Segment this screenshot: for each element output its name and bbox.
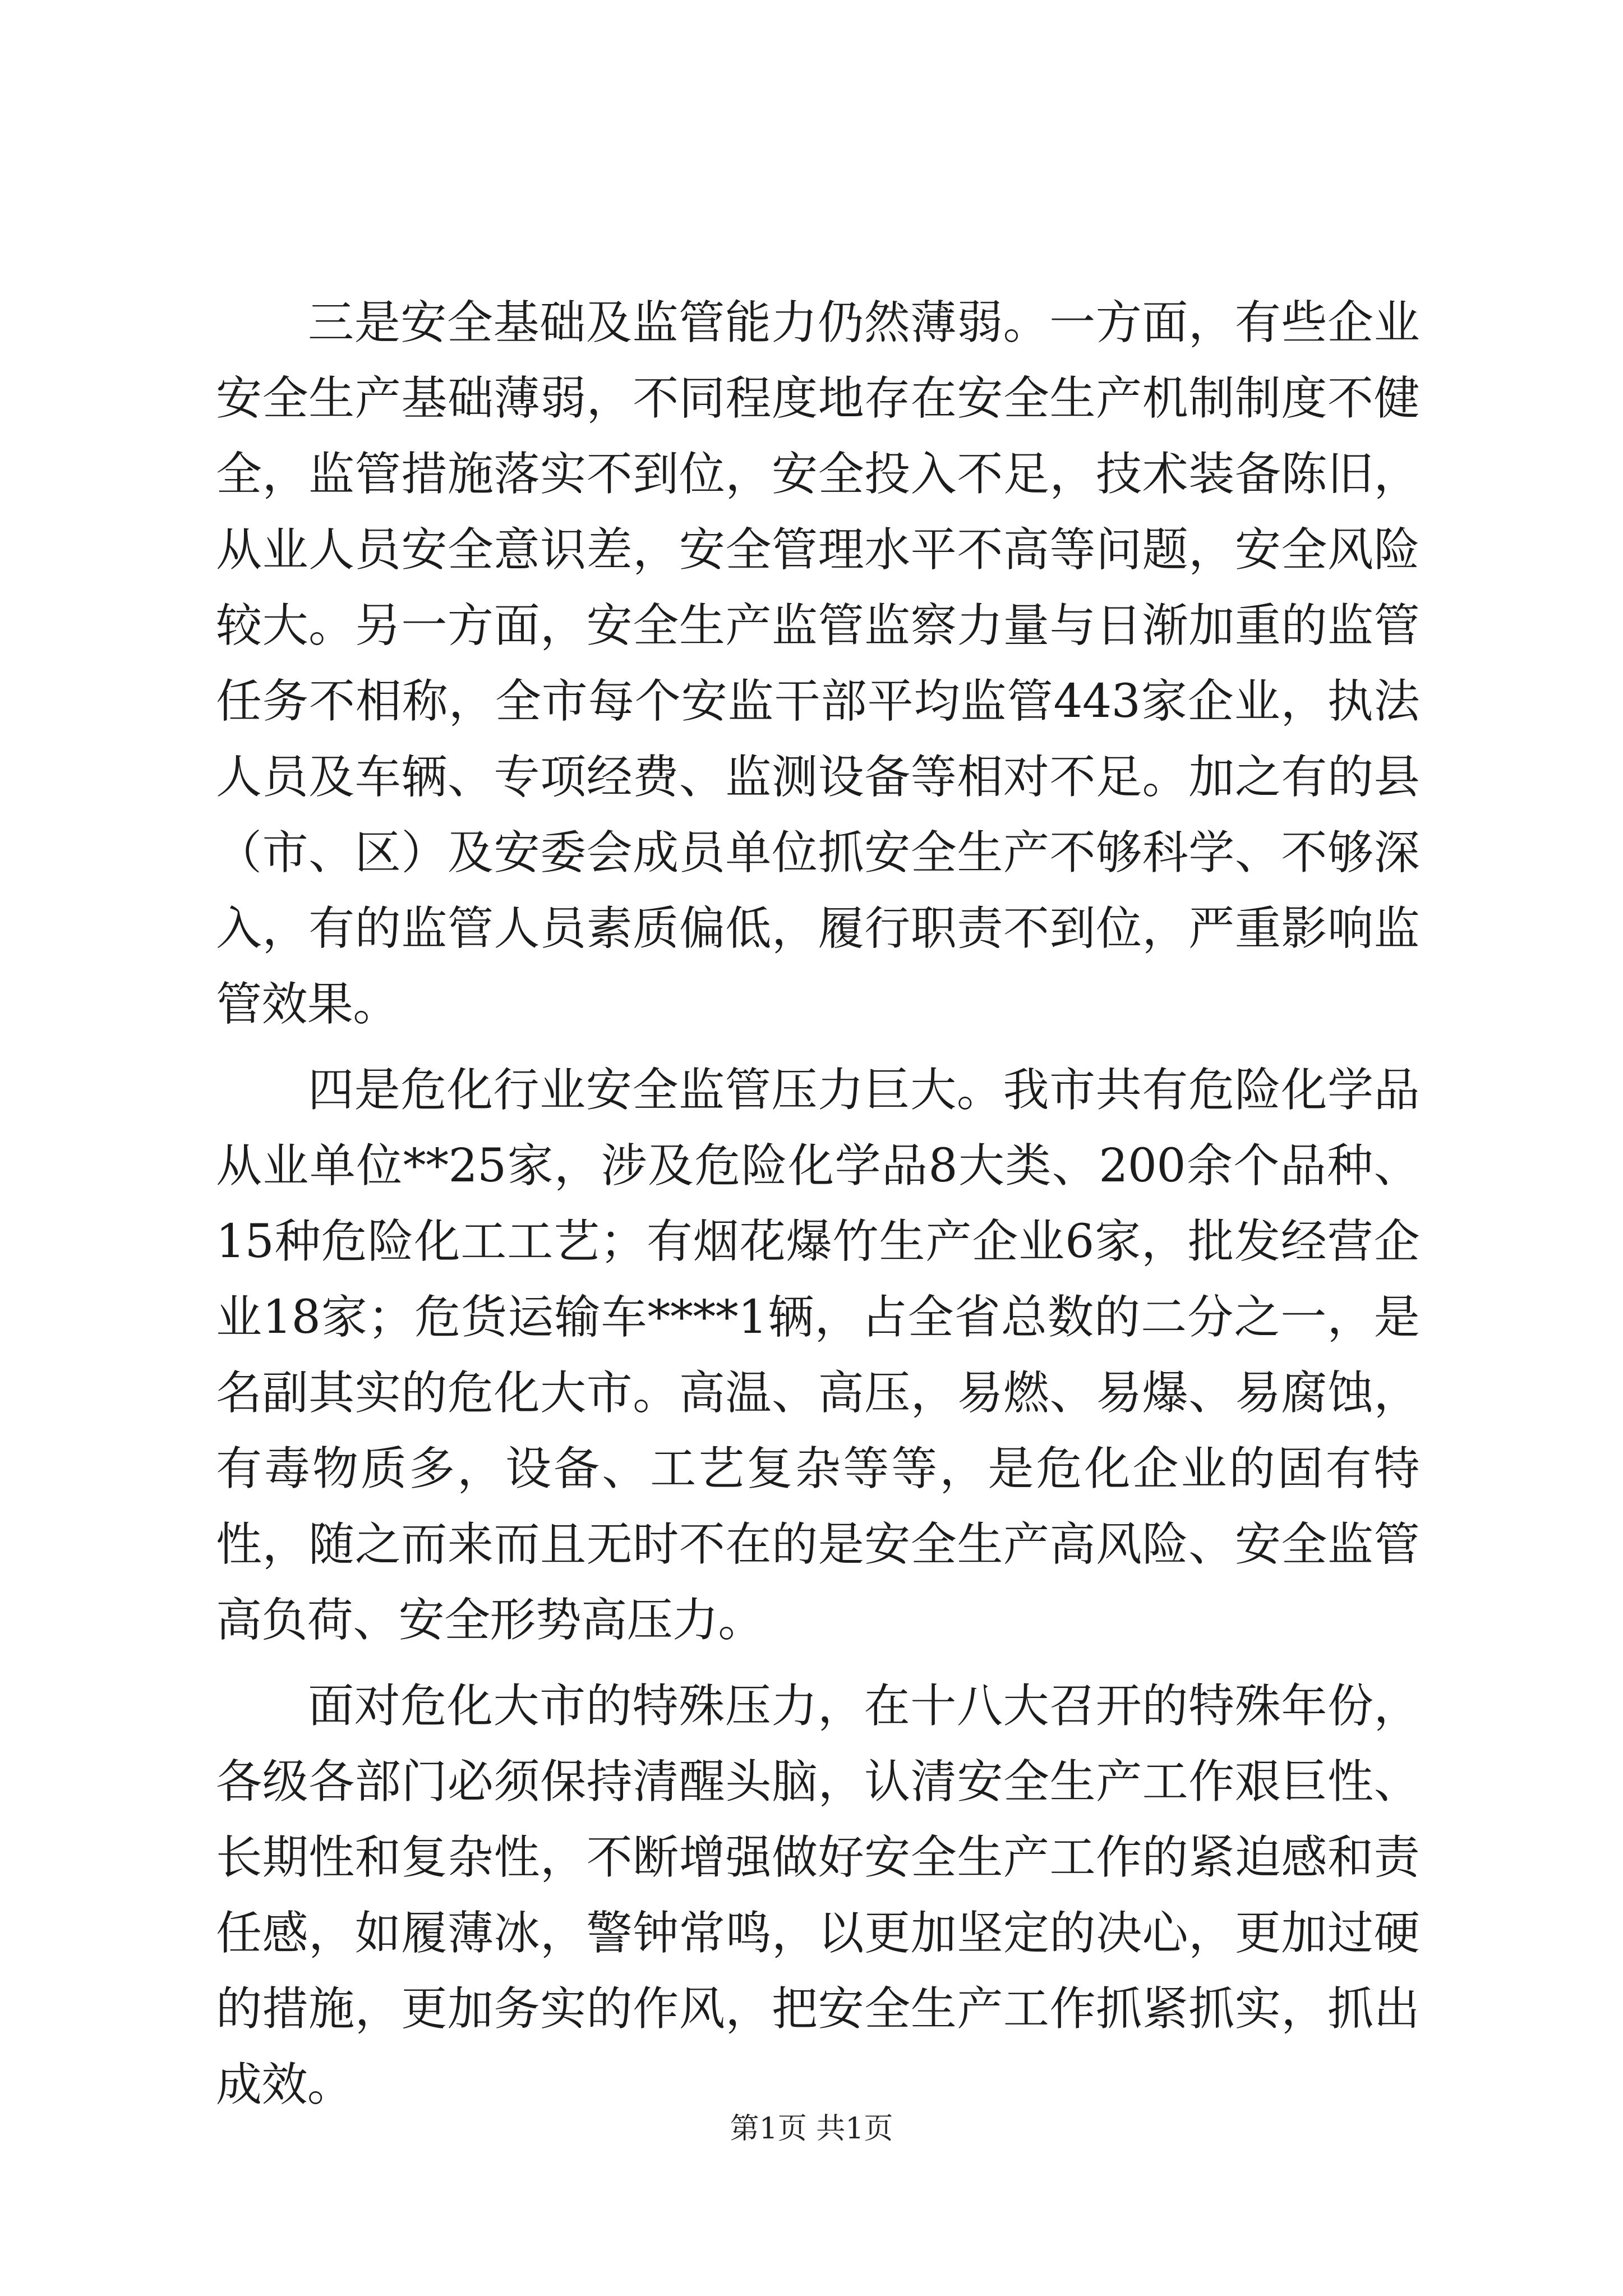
paragraph-safety-foundation: 三是安全基础及监管能力仍然薄弱。一方面，有些企业安全生产基础薄弱，不同程度地存在安全生产机制制度不健全，监管措施落实不到位，安全投入不足，技术装备陈旧，从业人员安全意识差，安全管理水平不高等问题，安全风险较大。另一方面，安全生产监管监察力量与日渐加重的监管任务不相称，全市每个安监干部平均监管443家企业，执法人员及车辆、专项经费、监测设备等相对不足。加之有的县（市、区）及安委会成员单位抓安全生产不够科学、不够深入，有的监管人员素质偏低，履行职责不到位，严重影响监管效果。 xyxy=(216,296,1419,1031)
page-footer: 第1页 共1页 xyxy=(730,2112,893,2146)
paragraph-conclusion: 面对危化大市的特殊压力，在十八大召开的特殊年份，各级各部门必须保持清醒头脑，认清安全生产工作艰巨性、长期性和复杂性，不断增强做好安全生产工作的紧迫感和责任感，如履薄冰，警钟常鸣，以更加坚定的决心，更加过硬的措施，更加务实的作风，把安全生产工作抓紧抓实，抓出成效。 xyxy=(216,1680,1419,2111)
document-body xyxy=(216,285,1419,2111)
paragraph-hazardous-chemicals: 四是危化行业安全监管压力巨大。我市共有危险化学品从业单位**25家，涉及危险化学品8大类、200余个品种、15种危险化工工艺；有烟花爆竹生产企业6家，批发经营企业18家；危货运输车****1辆，占全省总数的二分之一，是名副其实的危化大市。高温、高压，易燃、易爆、易腐蚀，有毒物质多，设备、工艺复杂等等，是危化企业的固有特性，随之而来而且无时不在的是安全生产高风险、安全监管高负荷、安全形势高压力。 xyxy=(216,1064,1419,1647)
